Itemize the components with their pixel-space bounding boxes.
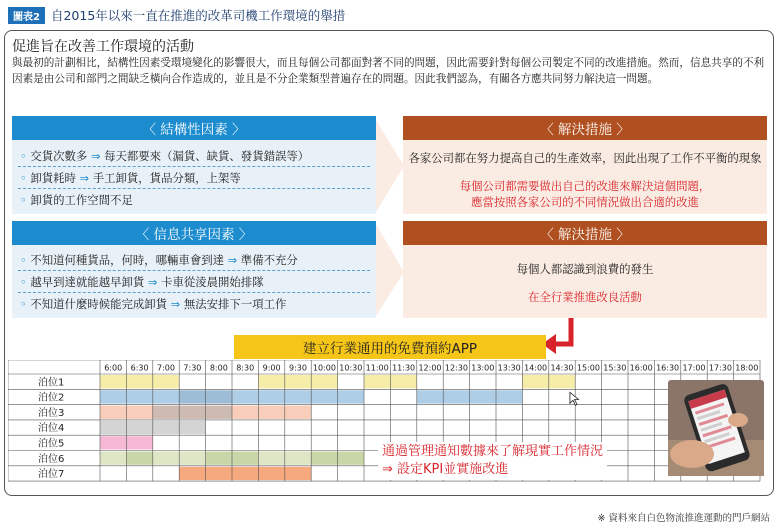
chevron-arrows bbox=[376, 116, 406, 318]
structural-item-1-effect: 每天都要來（漏貨、缺貨、發貨錯誤等） bbox=[104, 149, 310, 163]
structural-item-3 bbox=[20, 192, 133, 208]
time-label: 14:00 bbox=[524, 363, 548, 373]
time-label: 15:30 bbox=[603, 363, 627, 373]
red-arrow bbox=[540, 318, 580, 364]
time-label: 16:30 bbox=[656, 363, 680, 373]
berth-label: 泊位3 bbox=[38, 407, 65, 419]
solution2-heading: 〈 解決措施 〉 bbox=[403, 221, 767, 245]
schedule-bar bbox=[232, 390, 364, 403]
time-label: 6:00 bbox=[104, 363, 123, 373]
time-label: 14:30 bbox=[550, 363, 574, 373]
divider bbox=[18, 166, 370, 167]
time-label: 18:00 bbox=[735, 363, 759, 373]
time-label: 8:30 bbox=[236, 363, 255, 373]
structural-heading: 〈 結構性因素 〉 bbox=[12, 116, 376, 140]
time-label: 10:00 bbox=[312, 363, 336, 373]
app-banner: 建立行業通用的免費預約APP bbox=[234, 335, 546, 359]
arrow-right-icon: ⇒ bbox=[147, 275, 158, 289]
schedule-bar bbox=[100, 452, 126, 465]
time-label: 11:00 bbox=[365, 363, 389, 373]
info-item-3 bbox=[20, 296, 286, 312]
berth-label: 泊位5 bbox=[38, 438, 65, 450]
schedule-bar bbox=[232, 406, 311, 419]
time-label: 6:30 bbox=[130, 363, 149, 373]
time-label: 9:00 bbox=[262, 363, 281, 373]
info-item-2-effect: 卡車從淩晨開始排隊 bbox=[161, 275, 264, 289]
arrow-right-icon: ⇒ bbox=[79, 171, 90, 185]
arrow-right-icon: ⇒ bbox=[90, 149, 101, 163]
overlay-line-2: ⇒ 設定KPI並實施改進 bbox=[382, 462, 509, 477]
schedule-bar bbox=[100, 390, 179, 403]
bullet-icon: ◦ bbox=[20, 171, 27, 185]
cursor-icon bbox=[570, 392, 579, 405]
time-label: 15:00 bbox=[576, 363, 600, 373]
solution1-red-line1: 每個公司都需要做出自己的改進來解決這個問題， bbox=[459, 179, 711, 193]
info-item-2-cause: 越早到達就能越早卸貨 bbox=[30, 275, 145, 289]
chevron-right-icon bbox=[376, 224, 404, 316]
info-item-1-cause: 不知道何種貨品，何時，哪輛車會到達 bbox=[30, 253, 224, 267]
structural-item-3-cause: 卸貨的工作空間不足 bbox=[30, 193, 133, 207]
figure-header bbox=[8, 6, 345, 24]
bullet-icon: ◦ bbox=[20, 193, 27, 207]
time-label: 16:00 bbox=[629, 363, 653, 373]
structural-item-1 bbox=[20, 148, 309, 164]
info-item-2 bbox=[20, 274, 264, 290]
solution2-red-text: 在全行業推進改良活動 bbox=[528, 290, 642, 304]
solution1-red-line2: 應當按照各家公司的不同情況做出合適的改進 bbox=[471, 195, 699, 209]
schedule-bar bbox=[179, 467, 311, 480]
time-label: 13:30 bbox=[497, 363, 521, 373]
time-label: 9:30 bbox=[289, 363, 307, 373]
berth-label: 泊位6 bbox=[38, 453, 65, 465]
chevron-right-icon bbox=[376, 120, 404, 212]
source-note: ※ 資料來自白色物流推進運動的門戶網站 bbox=[597, 513, 770, 524]
structural-item-2 bbox=[20, 170, 241, 186]
arrow-right-icon: ⇒ bbox=[170, 297, 181, 311]
time-label: 17:30 bbox=[708, 363, 732, 373]
figure-title: 自2015年以來一直在推進的改革司機工作環境的舉措 bbox=[50, 8, 346, 23]
info-item-3-cause: 不知道什麼時候能完成卸貨 bbox=[30, 297, 168, 311]
bullet-icon: ◦ bbox=[20, 297, 27, 311]
divider bbox=[18, 270, 370, 271]
solution1-text: 各家公司都在努力提高自己的生產效率，因此出現了工作不平衡的現象 bbox=[408, 151, 762, 165]
solution1-heading: 〈 解決措施 〉 bbox=[403, 116, 767, 140]
bullet-icon: ◦ bbox=[20, 253, 27, 267]
structural-item-1-cause: 交貨次數多 bbox=[30, 149, 88, 163]
bullet-icon: ◦ bbox=[20, 149, 27, 163]
info-item-3-effect: 無法安排下一項工作 bbox=[183, 297, 287, 311]
divider bbox=[18, 292, 370, 293]
divider bbox=[18, 188, 370, 189]
structural-item-2-effect: 手工卸貨，貨品分類，上架等 bbox=[92, 171, 241, 185]
arrow-right-icon: ⇒ bbox=[227, 253, 238, 267]
time-label: 10:30 bbox=[339, 363, 363, 373]
info-item-1 bbox=[20, 252, 298, 268]
time-label: 8:00 bbox=[209, 363, 228, 373]
intro-title: 促進旨在改善工作環境的活動 bbox=[12, 39, 194, 55]
figure-badge: 圖表2 bbox=[8, 7, 45, 24]
time-label: 13:00 bbox=[471, 363, 495, 373]
time-label: 17:00 bbox=[682, 363, 706, 373]
solution2-text: 每個人都認識到浪費的發生 bbox=[516, 262, 654, 276]
info-item-1-effect: 準備不充分 bbox=[240, 253, 298, 267]
overlay-line-1: 通過管理通知數據來了解現實工作情況 bbox=[382, 444, 604, 459]
intro-body: 與最初的計劃相比，結構性因素受環境變化的影響很大，而且每個公司都面對著不同的問題，因此需要針對每個公司製定不同的改進措施。然而，信息共享的不利因素是由公司和部門之間缺乏橫向合作造成的，並且是不分企業類型普遍存在的問題。因此我們認為，有關各方應共同努力解決這一問題。 bbox=[12, 57, 765, 85]
schedule-bar bbox=[126, 452, 152, 465]
berth-label: 泊位1 bbox=[38, 377, 65, 389]
time-label: 11:30 bbox=[392, 363, 416, 373]
schedule-bar bbox=[153, 406, 232, 419]
time-label: 7:30 bbox=[183, 363, 202, 373]
arrow-shaft bbox=[554, 318, 571, 344]
time-label: 12:30 bbox=[444, 363, 468, 373]
berth-label: 泊位2 bbox=[38, 392, 65, 404]
structural-item-2-cause: 卸貨耗時 bbox=[30, 171, 76, 185]
schedule-bar bbox=[258, 375, 337, 388]
time-label: 7:00 bbox=[157, 363, 175, 373]
bullet-icon: ◦ bbox=[20, 275, 27, 289]
phone-photo bbox=[668, 380, 764, 476]
overlay-callout bbox=[378, 442, 607, 480]
schedule-bar bbox=[100, 375, 179, 388]
info-heading: 〈 信息共享因素 〉 bbox=[12, 221, 376, 245]
berth-label: 泊位7 bbox=[38, 469, 65, 481]
berth-label: 泊位4 bbox=[38, 423, 65, 435]
time-label: 12:00 bbox=[418, 363, 442, 373]
